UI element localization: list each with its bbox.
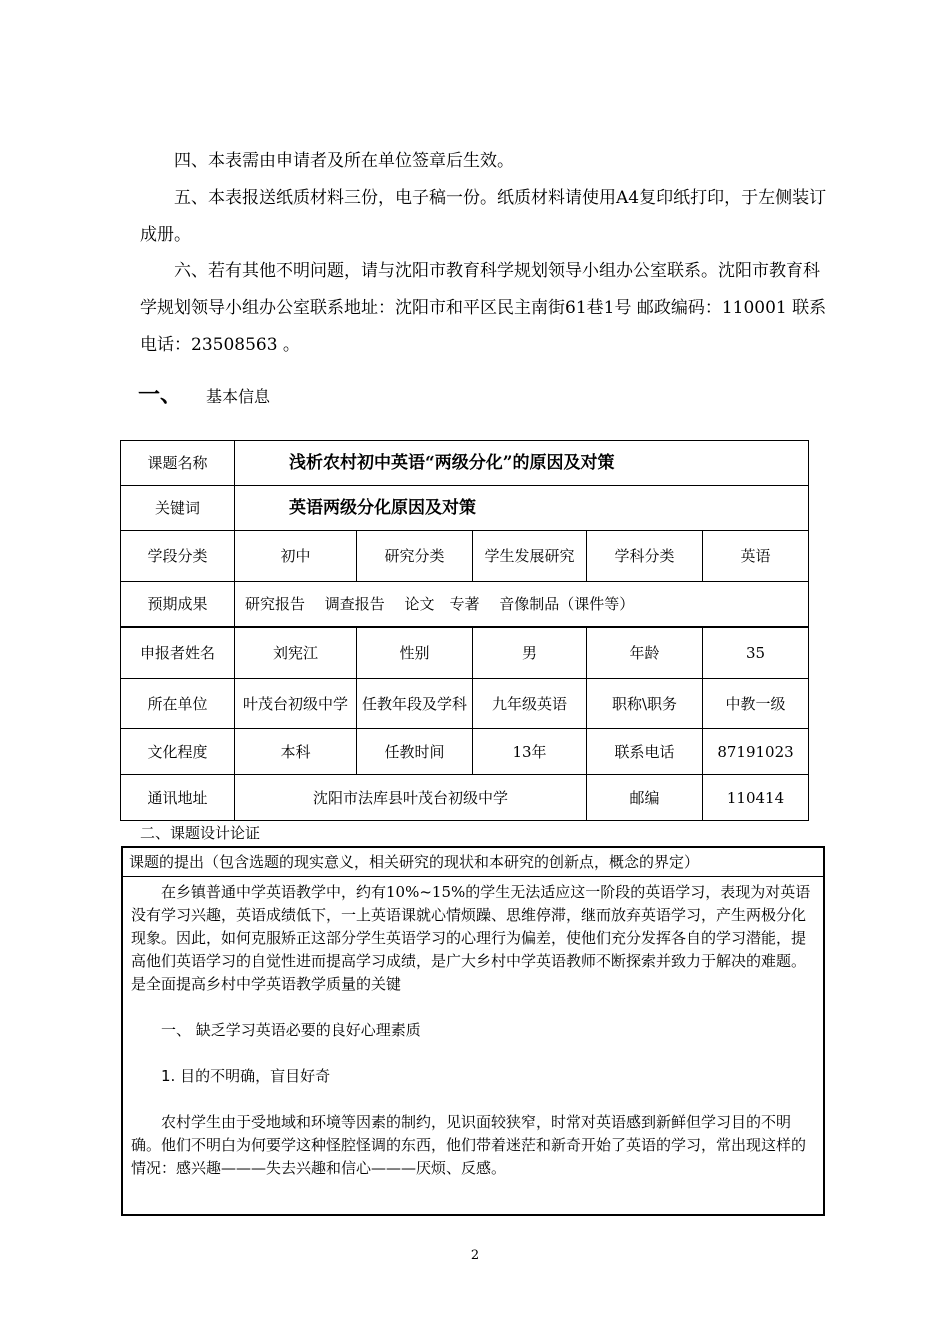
applicant-label: 申报者姓名 <box>121 627 235 679</box>
zip-label: 邮编 <box>587 775 703 821</box>
research-label: 研究分类 <box>357 531 473 582</box>
phone-value: 87191023 <box>703 729 809 775</box>
section-1-number: 一、 <box>138 382 183 408</box>
address-value: 沈阳市法库县叶茂台初级中学 <box>235 775 587 821</box>
body-paragraph-2: 农村学生由于受地域和环境等因素的制约，见识面较狭窄，时常对英语感到新鲜但学习目的不明确。他们不明白为何要学这种怪腔怪调的东西，他们带着迷茫和新奇开始了英语的学习，常出现这样的情况：感兴趣———失去兴趣和信心———厌烦、反感。 <box>131 1113 807 1177</box>
box-body <box>123 877 823 1184</box>
gender-label: 性别 <box>357 627 473 679</box>
stage-value: 初中 <box>235 531 357 582</box>
keyword-label: 关键词 <box>121 486 235 531</box>
keyword-value: 英语两级分化原因及对策 <box>235 486 809 531</box>
teaching-value: 13年 <box>473 729 587 775</box>
zip-value: 110414 <box>703 775 809 821</box>
subject-value: 英语 <box>703 531 809 582</box>
body-heading-1: 一、 缺乏学习英语必要的良好心理素质 <box>161 1021 421 1039</box>
body-paragraph-1: 在乡镇普通中学英语教学中，约有10%~15%的学生无法适应这一阶段的英语学习，表现为对英语没有学习兴趣，英语成绩低下，一上英语课就心情烦躁、思维停滞，继而放弃英语学习，产生两极分化现象。因此，如何克服矫正这部分学生英语学习的心理行为偏差，使他们充分发挥各自的学习潜能，提高他们英语学习的自觉性进而提高学习成绩，是广大乡村中学英语教师不断探索并致力于解决的难题。是全面提高乡村中学英语教学质量的关键 <box>131 883 811 993</box>
page-number: 2 <box>470 1248 480 1263</box>
table-row <box>121 729 809 775</box>
table-row <box>121 486 809 531</box>
topic-design-box <box>121 846 825 1216</box>
table-row <box>121 679 809 729</box>
outcome-value: 研究报告 调查报告 论文 专著 音像制品（课件等） <box>235 582 809 627</box>
section-2-title: 二、课题设计论证 <box>140 824 261 842</box>
education-label: 文化程度 <box>121 729 235 775</box>
intro-item-6: 六、若有其他不明问题，请与沈阳市教育科学规划领导小组办公室联系。沈阳市教育科学规划领导小组办公室联系地址：沈阳市和平区民主南街61巷1号 邮政编码：110001 联系电话：23508563 。 <box>140 261 827 355</box>
age-value: 35 <box>703 627 809 679</box>
research-value: 学生发展研究 <box>473 531 587 582</box>
unit-label: 所在单位 <box>121 679 235 729</box>
table-row <box>121 441 809 486</box>
subject-label: 学科分类 <box>587 531 703 582</box>
intro-item-4: 四、本表需由申请者及所在单位签章后生效。 <box>174 151 514 171</box>
grade-label: 任教年段及学科 <box>357 679 473 729</box>
position-value: 中教一级 <box>703 679 809 729</box>
basic-info-table <box>120 440 809 821</box>
outcome-label: 预期成果 <box>121 582 235 627</box>
topic-label: 课题名称 <box>121 441 235 486</box>
address-label: 通讯地址 <box>121 775 235 821</box>
section-1-title: 基本信息 <box>206 387 271 406</box>
table-row <box>121 627 809 679</box>
applicant-value: 刘宪江 <box>235 627 357 679</box>
stage-label: 学段分类 <box>121 531 235 582</box>
gender-value: 男 <box>473 627 587 679</box>
age-label: 年龄 <box>587 627 703 679</box>
table-row <box>121 531 809 582</box>
education-value: 本科 <box>235 729 357 775</box>
unit-value: 叶茂台初级中学 <box>235 679 357 729</box>
phone-label: 联系电话 <box>587 729 703 775</box>
body-heading-2: 1. 目的不明确，盲目好奇 <box>161 1067 331 1085</box>
intro-item-5: 五、本表报送纸质材料三份，电子稿一份。纸质材料请使用A4复印纸打印，于左侧装订成册。 <box>140 188 827 245</box>
box-header: 课题的提出（包含选题的现实意义，相关研究的现状和本研究的创新点，概念的界定） <box>123 848 823 877</box>
section-1-heading <box>138 378 270 409</box>
position-label: 职称\职务 <box>587 679 703 729</box>
topic-value: 浅析农村初中英语“两级分化”的原因及对策 <box>235 441 809 486</box>
grade-value: 九年级英语 <box>473 679 587 729</box>
table-row <box>121 775 809 821</box>
table-row <box>121 582 809 627</box>
teaching-label: 任教时间 <box>357 729 473 775</box>
